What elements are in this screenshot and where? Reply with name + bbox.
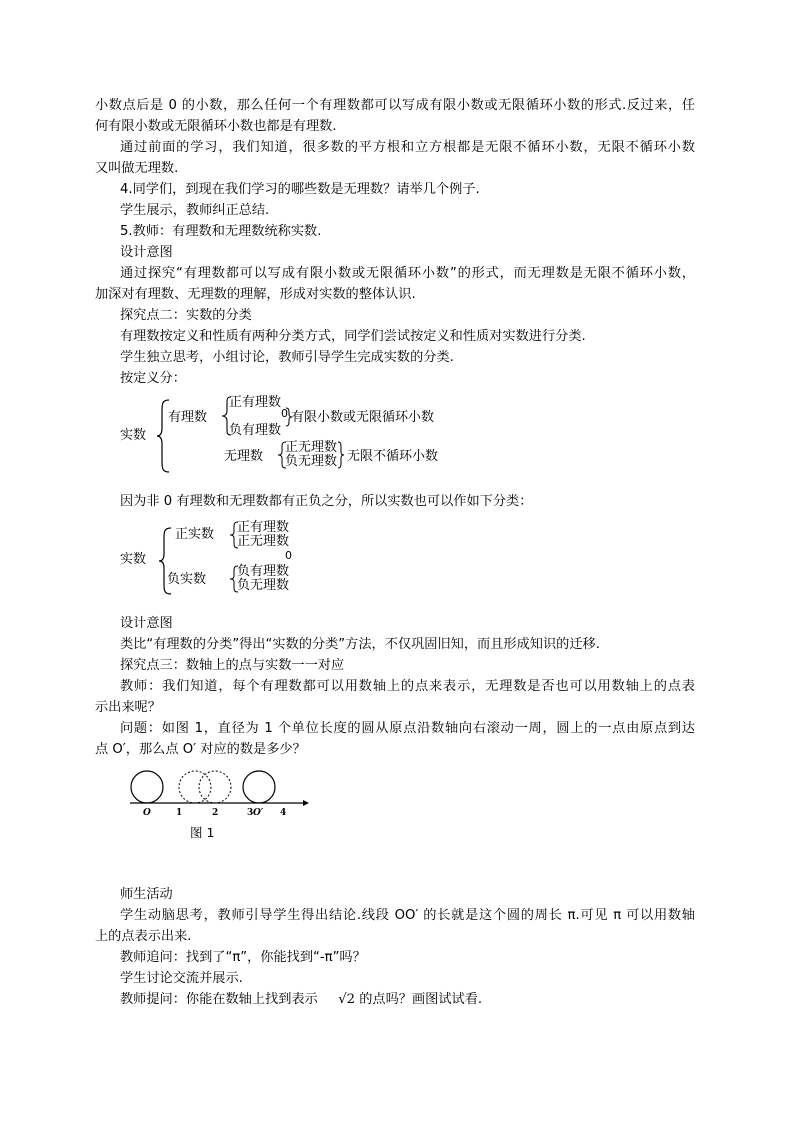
- negative-rational-label: 负有理数: [237, 564, 290, 579]
- root-label: 实数: [120, 552, 147, 567]
- paragraph-line: 通过探究“有理数都可以写成有限小数或无限循环小数”的形式，而无理数是无限不循环小数，: [120, 266, 695, 281]
- negative-real-label: 负实数: [167, 572, 207, 587]
- circle-end: [243, 771, 275, 803]
- paragraph-line: 教师：我们知道，每个有理数都可以用数轴上的点来表示，无理数是否也可以用数轴上的点表: [120, 679, 695, 694]
- negative-irrational-label: 负无理数: [237, 578, 290, 593]
- paragraph-line: 小数点后是 0 的小数，那么任何一个有理数都可以写成有限小数或无限循环小数的形式.反过来，任: [95, 98, 695, 113]
- positive-real-label: 正实数: [175, 527, 215, 542]
- paragraph-line: 有理数按定义和性质有两种分类方式，同学们尝试按定义和性质对实数进行分类.: [120, 329, 586, 344]
- paragraph-line: 4.同学们，到现在我们学习的哪些数是无理数？请举几个例子.: [120, 182, 480, 197]
- zero-label: 0: [281, 407, 288, 420]
- circle-start: [131, 771, 163, 803]
- tick-label-origin: O: [143, 808, 151, 818]
- section-heading: 设计意图: [120, 616, 173, 631]
- section-heading: 探究点三：数轴上的点与实数一一对应: [120, 658, 345, 673]
- paragraph-line: 因为非 0 有理数和无理数都有正负之分，所以实数也可以作如下分类：: [120, 494, 533, 509]
- paragraph-line: 学生讨论交流并展示.: [120, 971, 243, 986]
- positive-rational-label: 正有理数: [237, 520, 290, 535]
- paragraph-line: 学生展示，教师纠正总结.: [120, 203, 270, 218]
- paragraph-line: 5.教师：有理数和无理数统称实数.: [120, 224, 322, 239]
- paragraph-line: 又叫做无理数.: [95, 161, 179, 176]
- figure-caption: 图 1: [190, 825, 215, 840]
- paragraph-line: 通过前面的学习，我们知道，很多数的平方根和立方根都是无限不循环小数，无限不循环小数: [120, 140, 695, 155]
- tick-label-oprime: O′: [253, 808, 264, 818]
- circle-rolling: [179, 771, 211, 803]
- sqrt2-symbol: √2: [338, 992, 356, 1007]
- negative-rational-label: 负有理数: [229, 423, 282, 438]
- rational-desc: 有限小数或无限循环小数: [291, 410, 435, 425]
- question-text: 的点吗？画图试试看.: [359, 992, 483, 1007]
- paragraph-line: 学生动脑思考，教师引导学生得出结论.线段 OO′ 的长就是这个圆的周长 π.可见 π 可以用数轴: [120, 908, 695, 923]
- section-heading: 探究点二：实数的分类: [120, 308, 252, 323]
- paragraph-line: [120, 990, 482, 1010]
- tick-label: 1: [176, 808, 183, 818]
- tick-label: 2: [212, 808, 219, 818]
- paragraph-line: 学生独立思考，小组讨论，教师引导学生完成实数的分类.: [120, 350, 454, 365]
- question-text: 教师提问：你能在数轴上找到表示: [120, 992, 318, 1007]
- paragraph-line: 上的点表示出来.: [95, 929, 192, 944]
- rational-label: 有理数: [168, 410, 208, 425]
- paragraph-line: 何有限小数或无限循环小数也都是有理数.: [95, 119, 337, 134]
- root-label: 实数: [120, 428, 147, 443]
- irrational-desc: 无限不循环小数: [347, 449, 439, 464]
- section-heading: 设计意图: [120, 245, 173, 260]
- paragraph-line: 加深对有理数、无理数的理解，形成对实数的整体认识.: [95, 287, 416, 302]
- paragraph-line: 按定义分：: [120, 371, 186, 386]
- paragraph-line: 点 O′，那么点 O′ 对应的数是多少？: [95, 742, 306, 757]
- circle-rolling: [199, 771, 231, 803]
- negative-irrational-label: 负无理数: [285, 454, 338, 469]
- tick-label: 3: [247, 808, 254, 818]
- positive-irrational-label: 正无理数: [237, 534, 290, 549]
- tick-label: 4: [280, 808, 287, 818]
- paragraph-line: 类比“有理数的分类”得出“实数的分类”方法，不仅巩固旧知，而且形成知识的迁移.: [120, 637, 600, 652]
- paragraph-line: 问题：如图 1，直径为 1 个单位长度的圆从原点沿数轴向右滚动一周，圆上的一点由原点到达: [120, 721, 695, 736]
- paragraph-line: 示出来呢？: [95, 700, 161, 715]
- section-heading: 师生活动: [120, 887, 173, 902]
- right-brace-icon: [336, 440, 346, 470]
- positive-rational-label: 正有理数: [229, 395, 282, 410]
- number-line-figure: [125, 768, 315, 820]
- zero-label: 0: [285, 549, 292, 562]
- paragraph-line: 教师追问：找到了“π”，你能找到“-π”吗？: [120, 950, 366, 965]
- axis-arrow-icon: [303, 800, 309, 806]
- irrational-label: 无理数: [224, 449, 264, 464]
- positive-irrational-label: 正无理数: [285, 440, 338, 455]
